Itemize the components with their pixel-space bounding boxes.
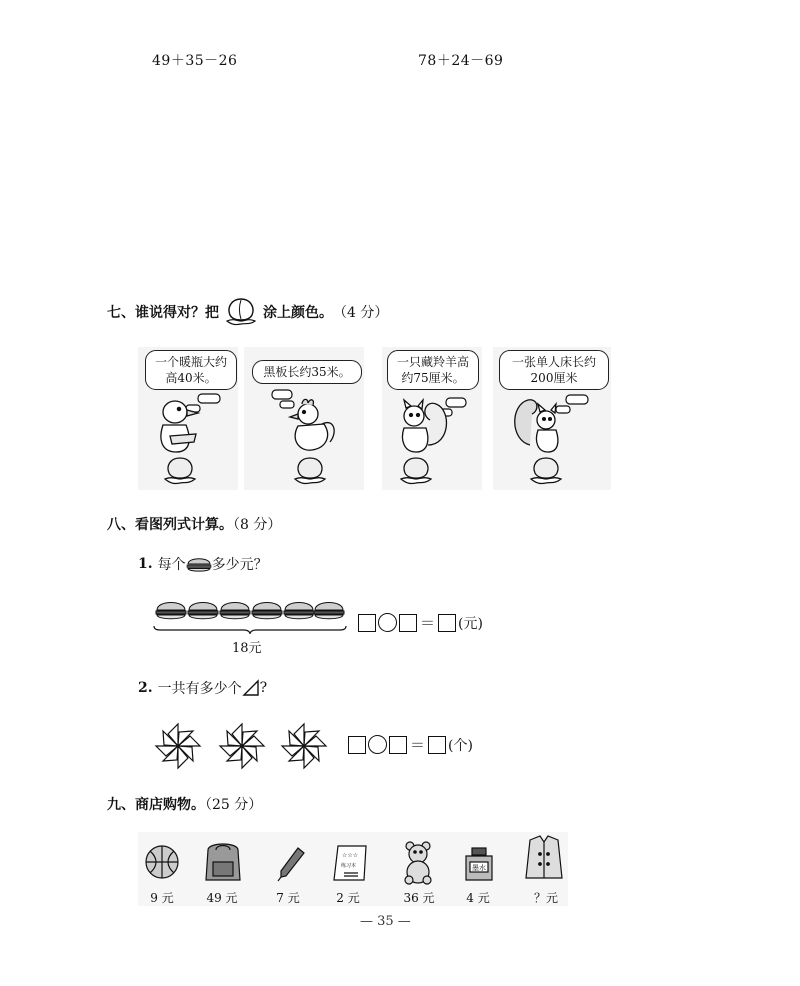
page-number: — 35 —	[360, 914, 411, 929]
price-ink-bottle: 4 元	[466, 891, 490, 905]
question-2-number: 2.	[138, 680, 153, 696]
equals-sign: ＝	[410, 736, 426, 754]
question-1-number: 1.	[138, 556, 153, 572]
notebook-icon	[334, 846, 366, 880]
question-2-pre: 一共有多少个	[157, 681, 242, 697]
price-coat: ？元	[533, 891, 558, 905]
svg-text:练习本: 练习本	[341, 863, 357, 869]
backpack-icon	[206, 844, 240, 880]
ink-bottle-icon	[466, 848, 492, 880]
question-2-post: ?	[259, 680, 268, 696]
price-notebook: 2 元	[336, 891, 360, 905]
teddy-bear-icon	[405, 842, 431, 884]
price-pen: 7 元	[276, 891, 300, 905]
svg-text:墨水: 墨水	[472, 864, 486, 872]
svg-text:☆☆☆: ☆☆☆	[342, 852, 359, 859]
section-9-title-text: 九、商店购物。	[107, 797, 205, 813]
section-8-score: （8 分）	[233, 517, 282, 533]
expression-1: 49＋35－26	[152, 53, 238, 69]
expression-2: 78＋24－69	[418, 53, 504, 69]
speech-bubble-3: 一只藏羚羊高约75厘米。	[387, 350, 479, 390]
equals-sign: ＝	[420, 614, 436, 632]
price-basketball: 9 元	[150, 891, 174, 905]
price-backpack: 49 元	[206, 891, 238, 905]
coat-icon	[526, 836, 562, 878]
section-9-score: （25 分）	[205, 797, 263, 813]
basketball-icon	[146, 846, 178, 878]
unit-label: (个)	[448, 737, 473, 754]
question-1-pre: 每个	[157, 557, 186, 573]
section-7-title-pre: 七、谁说得对？把	[107, 305, 219, 321]
unit-label: (元)	[458, 615, 483, 632]
section-7-score: （4 分）	[333, 305, 389, 321]
section-7-title-post: 涂上颜色。	[263, 305, 333, 321]
speech-bubble-2: 黑板长约35米。	[252, 360, 362, 384]
price-teddy-bear: 36 元	[403, 891, 435, 905]
section-8-title-text: 八、看图列式计算。	[107, 517, 233, 533]
pen-icon	[278, 848, 304, 881]
question-1-post: 多少元？	[211, 557, 268, 573]
speech-bubble-4: 一张单人床长约200厘米	[499, 350, 609, 390]
total-label: 18元	[232, 641, 262, 656]
speech-bubble-1: 一个暖瓶大约高40米。	[145, 350, 237, 390]
